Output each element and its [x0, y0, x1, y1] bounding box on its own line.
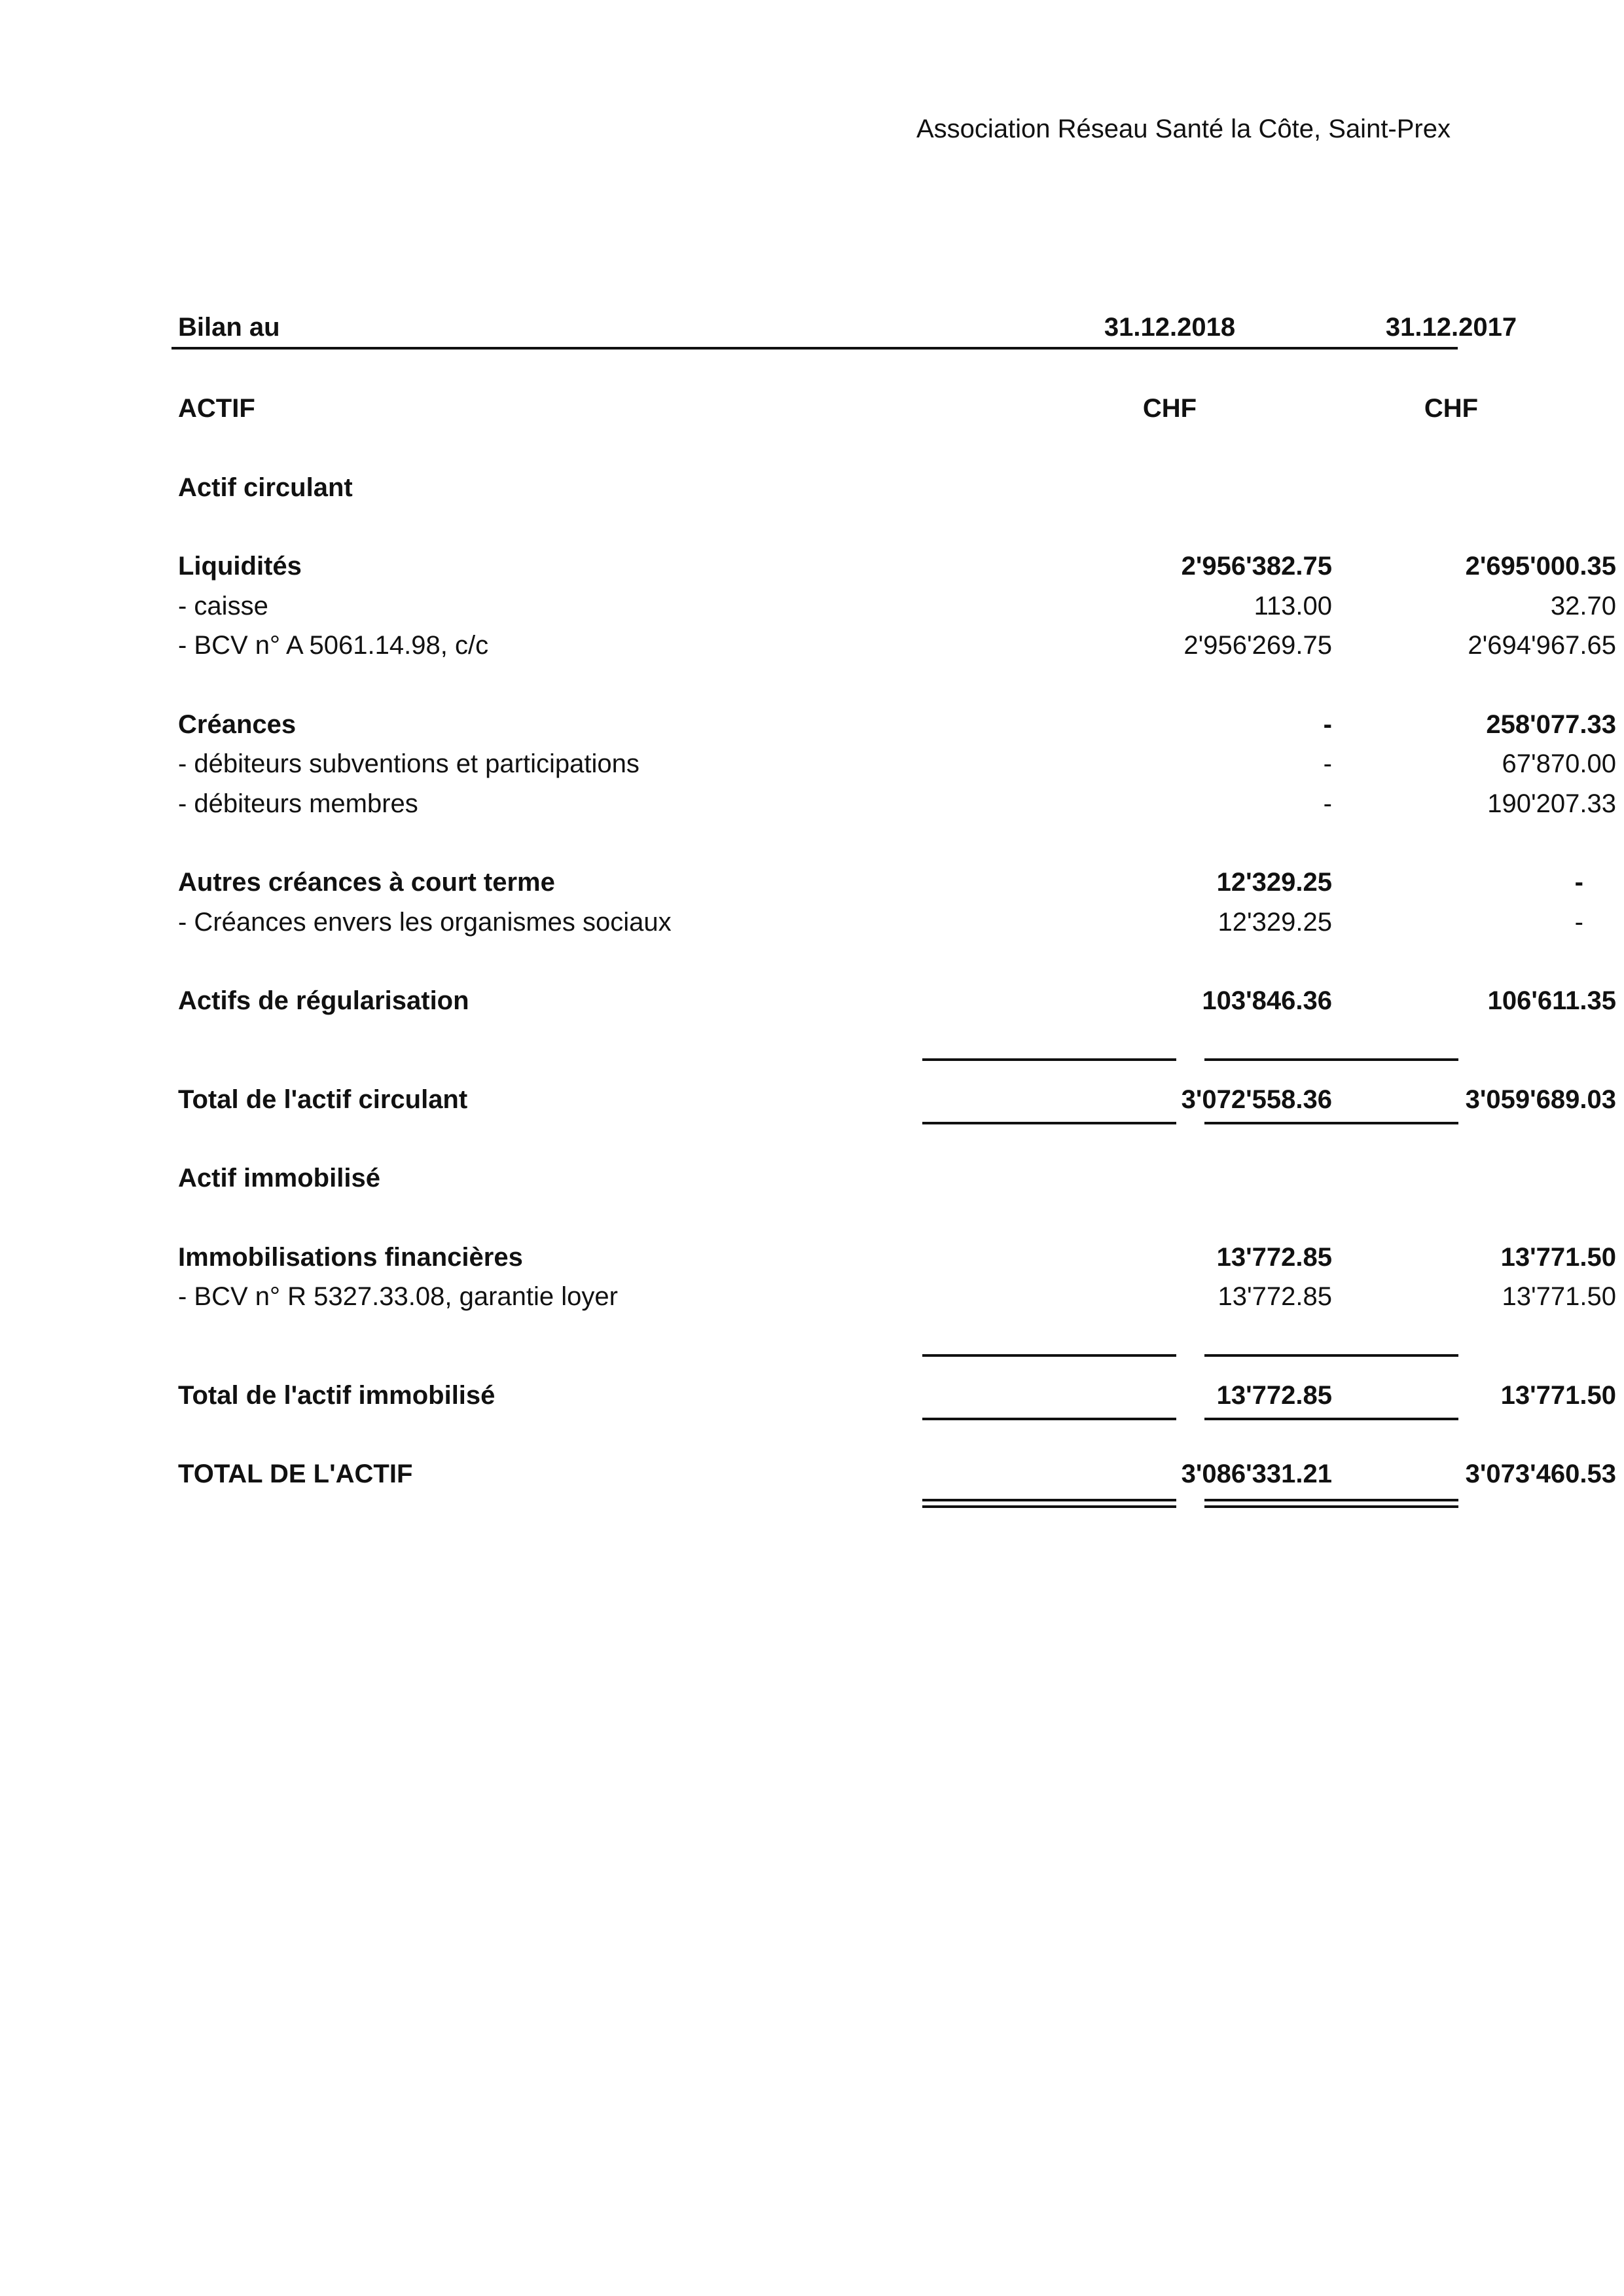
column-header-2018: 31.12.2018: [1104, 313, 1236, 342]
total-rule-area: [171, 1119, 1458, 1158]
value-2018: 12'329.25: [1216, 868, 1332, 897]
value-2018: 13'772.85: [1216, 1380, 1332, 1410]
value-2018: 113.00: [1254, 591, 1332, 620]
table-row-total-immobilise: [171, 1376, 1616, 1416]
subtotal-rule-2017: [1204, 1354, 1458, 1357]
value-2017: 2'695'000.35: [1465, 552, 1616, 581]
value-2018: 3'072'558.36: [1181, 1085, 1332, 1114]
value-2017: 13'771.50: [1500, 1380, 1616, 1410]
currency-2017: CHF: [1424, 394, 1479, 423]
value-2017: 67'870.00: [1502, 749, 1616, 778]
value-2018: 3'086'331.21: [1181, 1460, 1332, 1488]
row-label: Immobilisations financières: [178, 1242, 523, 1272]
row-label: Total de l'actif circulant: [178, 1085, 468, 1114]
row-label: - débiteurs subventions et participations: [178, 749, 640, 778]
row-label: Actifs de régularisation: [178, 986, 469, 1015]
value-2018: -: [1323, 789, 1332, 818]
row-label: Total de l'actif immobilisé: [178, 1380, 496, 1410]
table-header-row: [171, 308, 1517, 350]
subtotal-rule-2017: [1204, 1058, 1458, 1061]
value-2018: 2'956'382.75: [1181, 552, 1332, 581]
table-row-debiteurs-membres: [171, 784, 1616, 824]
heading-actif-circulant-label: Actif circulant: [178, 473, 353, 502]
row-label: - BCV n° A 5061.14.98, c/c: [178, 631, 489, 660]
row-label: - débiteurs membres: [178, 789, 418, 818]
section-actif-label: ACTIF: [178, 394, 255, 423]
table-row-total-circulant: [171, 1080, 1616, 1120]
grand-total-double-rule-2017: [1204, 1499, 1458, 1508]
value-2017: 3'059'689.03: [1465, 1085, 1616, 1114]
value-2018: 2'956'269.75: [1183, 631, 1332, 660]
heading-actif-immobilise-label: Actif immobilisé: [178, 1164, 380, 1193]
table-row-caisse: [171, 586, 1616, 626]
value-2017: 3'073'460.53: [1465, 1460, 1616, 1488]
table-row-immobilisations-financieres: [171, 1238, 1616, 1278]
value-2018: -: [1323, 749, 1332, 778]
row-label: - Créances envers les organismes sociaux: [178, 907, 672, 937]
row-label: Liquidités: [178, 552, 302, 581]
table-row-actifs-regularisation: [171, 981, 1616, 1021]
value-2017: 190'207.33: [1487, 789, 1616, 818]
organization-header: Association Réseau Santé la Côte, Saint-Prex: [916, 115, 1451, 143]
value-2017: 13'771.50: [1500, 1242, 1616, 1272]
grand-total-rule-area: [171, 1494, 1458, 1534]
subtotal-rule-area-2: [171, 1317, 1458, 1376]
subtotal-rule-area: [171, 1021, 1458, 1080]
table-row-bcv-loyer: [171, 1277, 1616, 1317]
total-rule-2017: [1204, 1122, 1458, 1124]
row-label: TOTAL DE L'ACTIF: [178, 1460, 413, 1488]
total-rule-2017: [1204, 1418, 1458, 1420]
heading-actif-immobilise: [171, 1158, 1458, 1198]
value-2018: 13'772.85: [1218, 1282, 1332, 1311]
table-row-total-actif: [171, 1454, 1616, 1494]
total-rule-area-2: [171, 1415, 1458, 1454]
row-label: Autres créances à court terme: [178, 868, 555, 897]
table-row-debiteurs-subventions: [171, 744, 1616, 784]
value-2017: -: [1574, 868, 1583, 897]
grand-total-double-rule-2018: [922, 1499, 1176, 1508]
balance-sheet-table: [171, 308, 1616, 1534]
value-2018: 103'846.36: [1202, 986, 1332, 1015]
total-rule-2018: [922, 1122, 1176, 1124]
value-2017: 32.70: [1550, 591, 1616, 620]
value-2017: 13'771.50: [1502, 1282, 1616, 1311]
row-label: - BCV n° R 5327.33.08, garantie loyer: [178, 1282, 618, 1311]
value-2017: 258'077.33: [1486, 709, 1616, 739]
total-rule-2018: [922, 1418, 1176, 1420]
subtotal-rule-2018: [922, 1058, 1176, 1061]
table-title: Bilan au: [178, 313, 280, 342]
value-2017: -: [1574, 907, 1583, 937]
value-2018: 13'772.85: [1216, 1242, 1332, 1272]
row-label: Créances: [178, 709, 297, 739]
table-row-autres-creances: [171, 863, 1583, 903]
value-2018: -: [1323, 709, 1332, 739]
value-2017: 106'611.35: [1487, 986, 1616, 1015]
subtotal-rule-2018: [922, 1354, 1176, 1357]
row-label: - caisse: [178, 591, 268, 620]
table-row-creances: [171, 705, 1616, 745]
section-actif-row: [171, 389, 1479, 429]
column-header-2017: 31.12.2017: [1385, 313, 1517, 342]
heading-actif-circulant: [171, 468, 1458, 508]
value-2018: 12'329.25: [1218, 907, 1332, 937]
table-row-creances-sociaux: [171, 903, 1583, 942]
table-row-bcv-cc: [171, 626, 1616, 666]
currency-2018: CHF: [1142, 394, 1197, 423]
table-row-liquidites: [171, 547, 1616, 586]
value-2017: 2'694'967.65: [1468, 631, 1616, 660]
